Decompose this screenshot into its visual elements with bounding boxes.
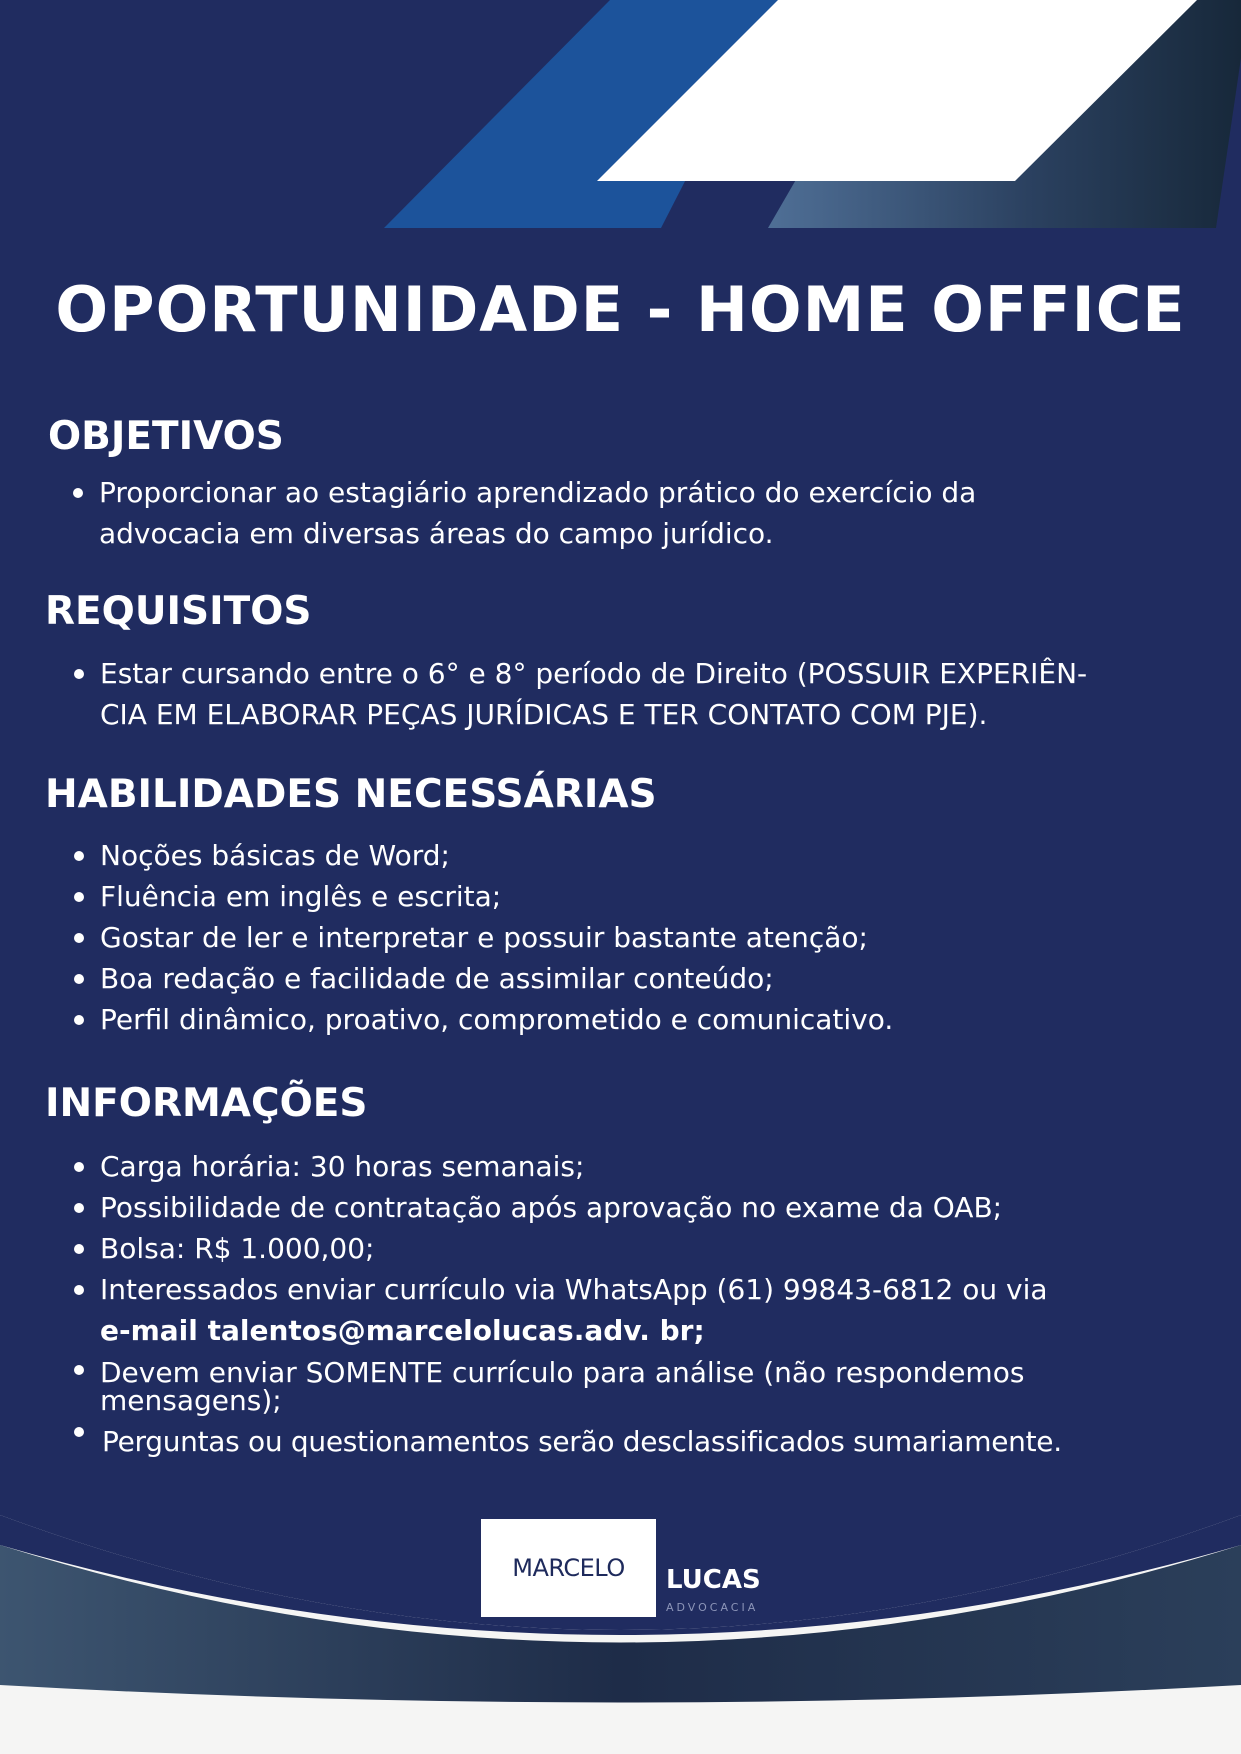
list-item: Estar cursando entre o 6° e 8° período de Direito (POSSUIR EXPERIÊN- CIA EM ELABORAR PEÇAS JURÍDICAS E TER CONTATO COM PJE). [74, 653, 1087, 735]
bullet-icon [74, 1015, 84, 1025]
list-item: Possibilidade de contratação após aprovação no exame da OAB; [74, 1187, 1062, 1228]
bullet-icon [74, 669, 84, 679]
list-item: Proporcionar ao estagiário aprendizado prático do exercício da advocacia em diversas áreas do campo jurídico. [73, 472, 976, 554]
list-item: Interessados enviar currículo via WhatsApp (61) 99843-6812 ou via e-mail talentos@marcelolucas.adv. br; [74, 1269, 1062, 1351]
list-objetivos [73, 472, 976, 554]
list-item: Carga horária: 30 horas semanais; [74, 1146, 1062, 1187]
list-item: Gostar de ler e interpretar e possuir bastante atenção; [74, 917, 893, 958]
logo-last-name: LUCAS [666, 1565, 761, 1595]
bullet-icon [74, 1244, 84, 1254]
list-informacoes [74, 1146, 1062, 1462]
list-item: Perfil dinâmico, proativo, comprometido e comunicativo. [74, 999, 893, 1040]
section-heading-requisitos: REQUISITOS [45, 589, 312, 634]
bullet-icon [74, 1427, 84, 1437]
email-line: e-mail talentos@marcelolucas.adv. br; [100, 1314, 705, 1347]
logo-box [481, 1519, 656, 1617]
list-item: Fluência em inglês e escrita; [74, 876, 893, 917]
bullet-icon [74, 1203, 84, 1213]
bullet-icon [74, 1365, 84, 1375]
section-heading-objetivos: OBJETIVOS [48, 414, 284, 459]
bullet-icon [74, 892, 84, 902]
list-item: Bolsa: R$ 1.000,00; [74, 1228, 1062, 1269]
bullet-icon [74, 851, 84, 861]
logo-subtitle: ADVOCACIA [666, 1601, 759, 1614]
bullet-icon [74, 1162, 84, 1172]
bullet-icon [73, 488, 83, 498]
list-item: Noções básicas de Word; [74, 835, 893, 876]
list-item: Boa redação e facilidade de assimilar conteúdo; [74, 958, 893, 999]
section-heading-habilidades: HABILIDADES NECESSÁRIAS [45, 772, 657, 817]
logo-first-name: MARCELO [512, 1554, 625, 1582]
bullet-icon [74, 933, 84, 943]
list-item: Perguntas ou questionamentos serão desclassificados sumariamente. [74, 1415, 1062, 1462]
poster-title: OPORTUNIDADE - HOME OFFICE [55, 273, 1186, 346]
section-heading-informacoes: INFORMAÇÕES [45, 1081, 368, 1126]
bullet-icon [74, 974, 84, 984]
list-requisitos [74, 653, 1087, 735]
bullet-icon [74, 1285, 84, 1295]
list-habilidades [74, 835, 893, 1040]
list-item: Devem enviar SOMENTE currículo para análise (não respondemos mensagens); [74, 1351, 1062, 1415]
